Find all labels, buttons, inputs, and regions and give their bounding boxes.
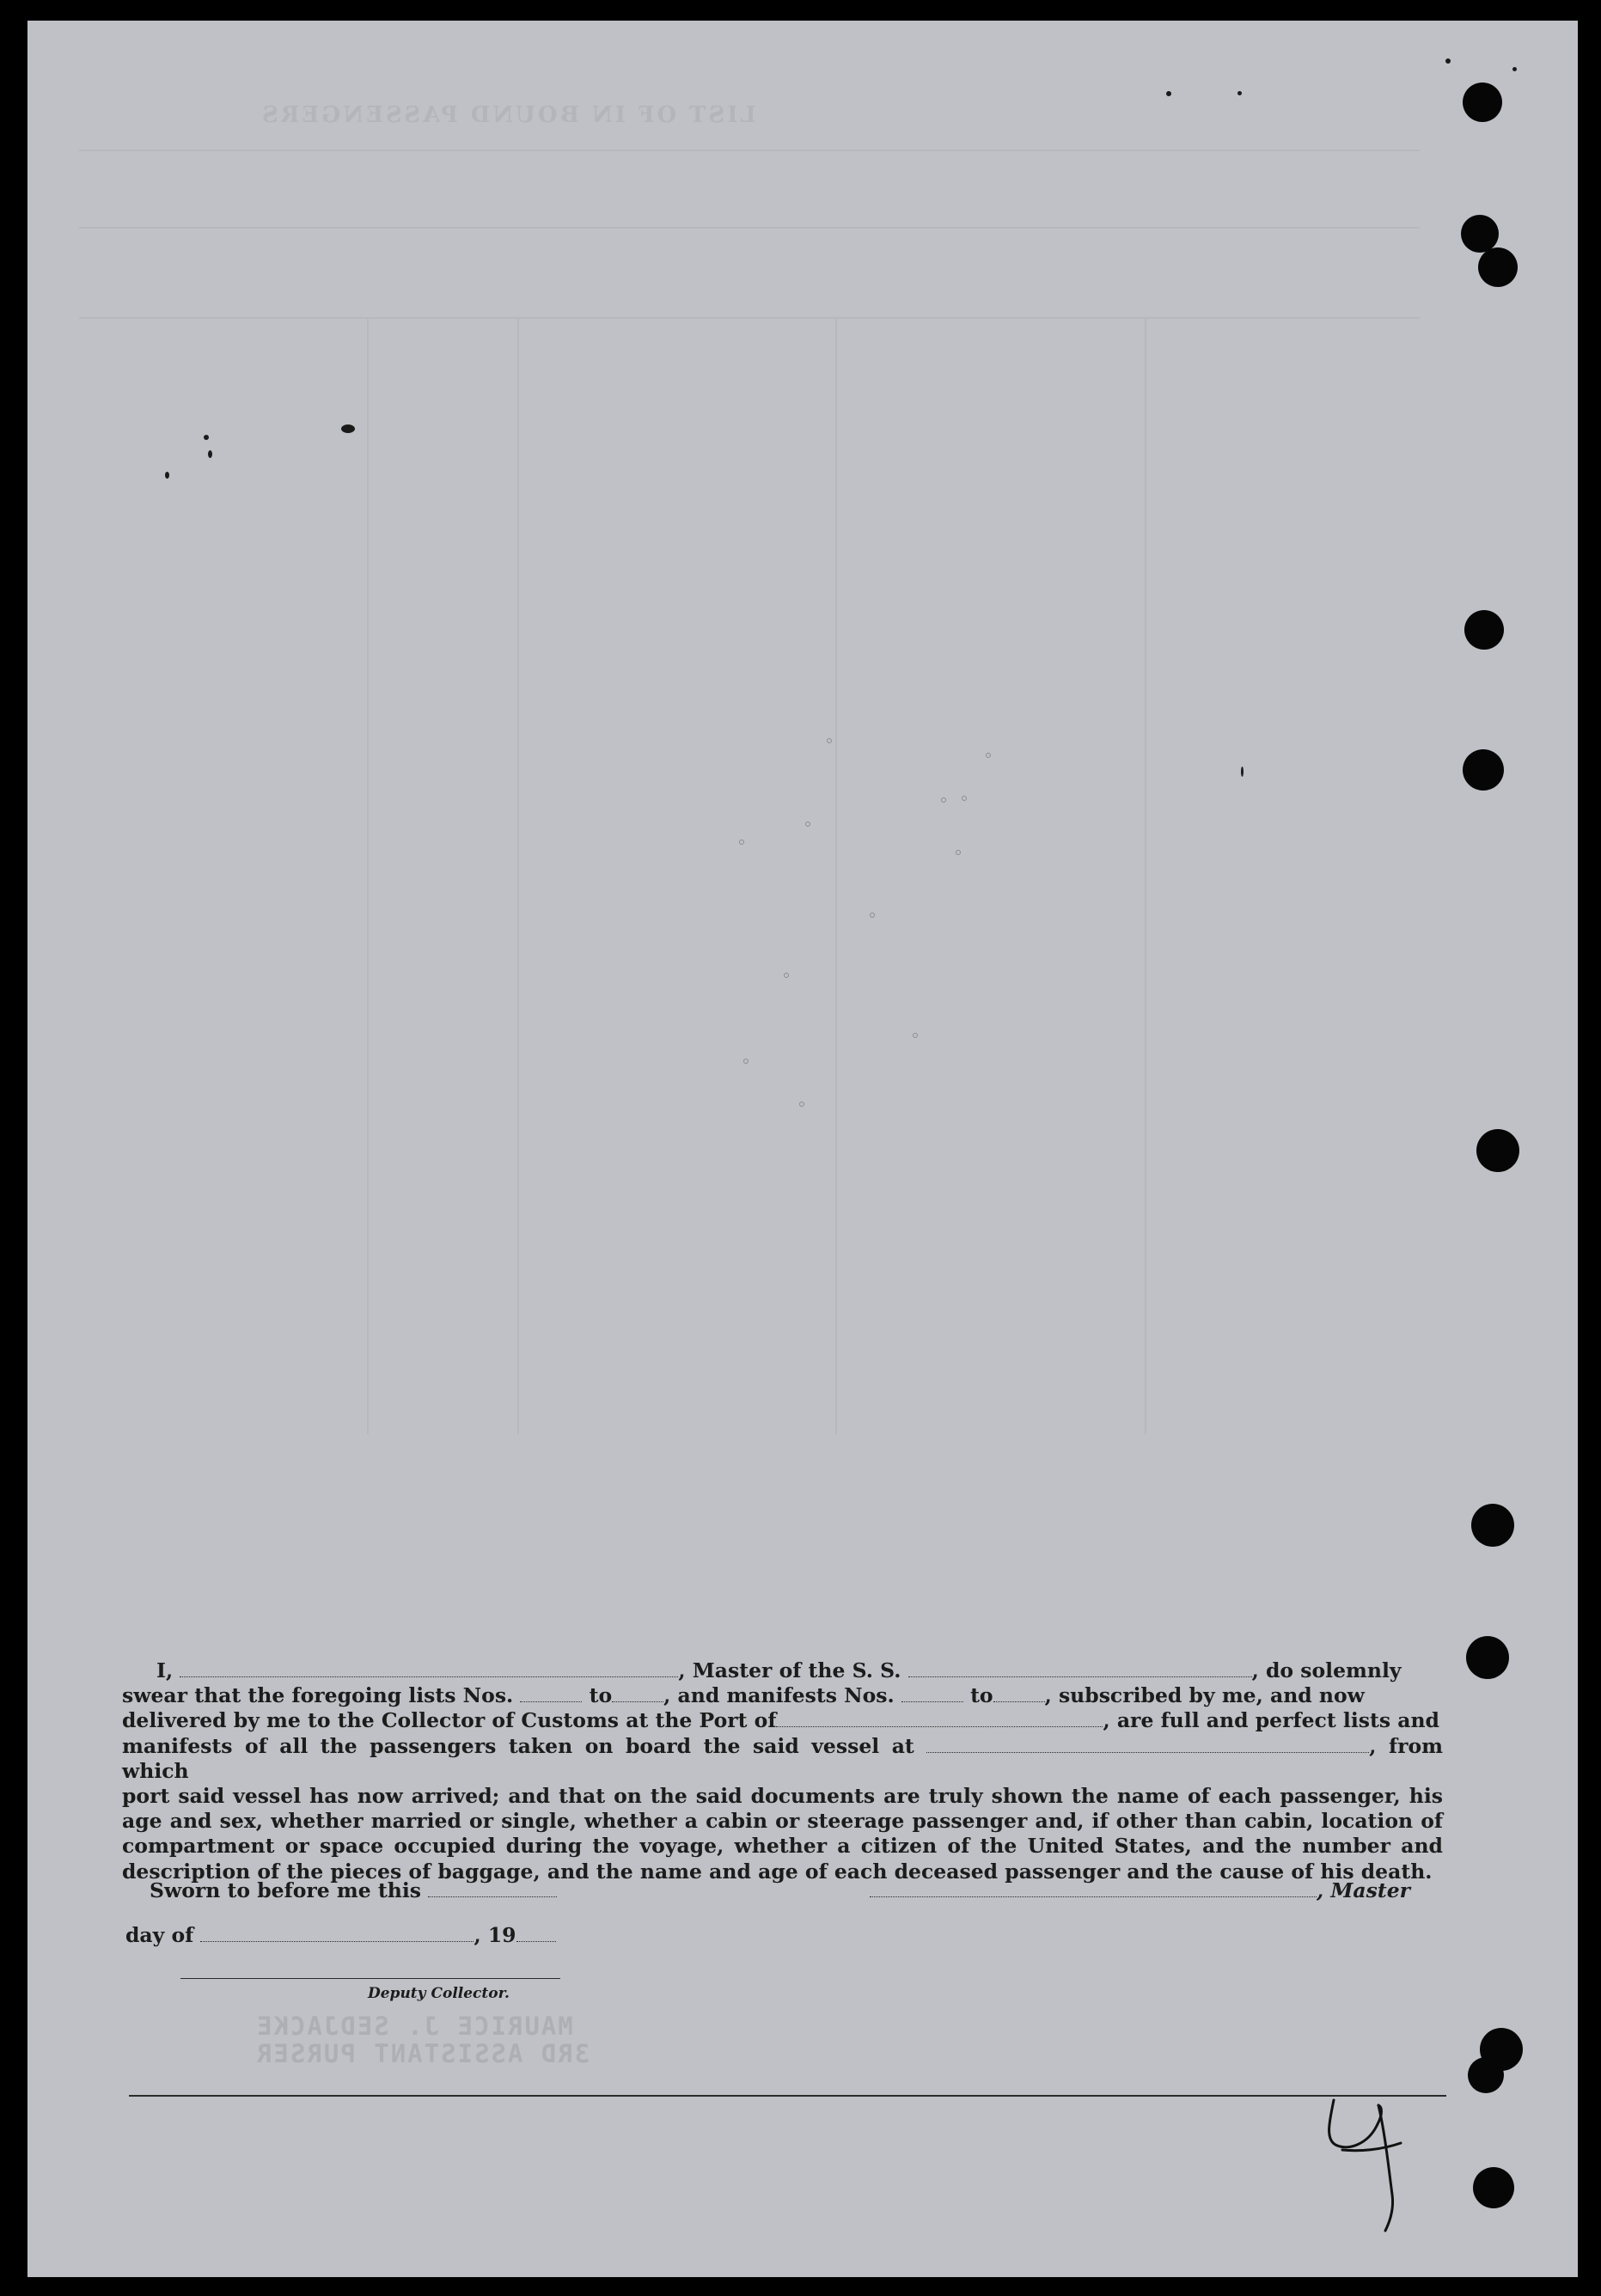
master-signature-label: , Master	[1317, 1878, 1411, 1902]
oath-line-3	[122, 1708, 1443, 1733]
list-from-blank[interactable]	[520, 1688, 582, 1702]
paper-dot	[799, 1102, 804, 1107]
oath-delivered: delivered by me to the Collector of Customs at the Port of	[122, 1708, 777, 1733]
oath-to-2: to	[970, 1683, 993, 1708]
oath-line-2	[122, 1683, 1443, 1708]
handwritten-page-number	[1299, 2066, 1437, 2238]
punch-hole	[1476, 1129, 1519, 1172]
punch-hole	[1463, 82, 1502, 122]
paper-dot	[986, 753, 991, 758]
punch-hole	[1464, 610, 1504, 650]
master-name-blank[interactable]	[180, 1663, 678, 1677]
ink-speck	[1241, 766, 1244, 777]
sworn-row	[150, 1878, 557, 1902]
master-oath	[122, 1658, 1443, 1884]
reverse-side-column	[1145, 317, 1146, 1434]
punch-hole	[1461, 215, 1499, 253]
embark-port-blank[interactable]	[926, 1738, 1369, 1753]
punch-hole	[1473, 2167, 1514, 2208]
punch-hole	[1468, 2057, 1504, 2093]
ink-speck	[165, 472, 169, 479]
day-of-row	[125, 1923, 556, 1947]
punch-hole	[1466, 1636, 1509, 1679]
day-of-blank[interactable]	[200, 1927, 474, 1942]
oath-line-4	[122, 1734, 1443, 1784]
paper-dot	[941, 797, 946, 803]
reverse-side-rule	[79, 150, 1420, 151]
ink-speck	[1512, 67, 1517, 71]
sworn-label: Sworn to before me this	[150, 1878, 422, 1902]
reverse-side-column	[835, 317, 837, 1434]
ink-speck	[1166, 91, 1171, 96]
sworn-date-blank[interactable]	[428, 1883, 557, 1897]
reverse-stamp-line-2: 3RD ASSISTANT PURSER	[255, 2039, 590, 2068]
paper-dot	[870, 913, 875, 918]
paper-dot	[827, 738, 832, 743]
oath-to-1: to	[589, 1683, 613, 1708]
ink-speck	[1445, 58, 1451, 64]
paper-dot	[743, 1059, 749, 1064]
day-of-label: day of	[125, 1923, 194, 1947]
year-label: , 19	[474, 1923, 516, 1947]
punch-hole	[1471, 1504, 1514, 1547]
ship-name-blank[interactable]	[908, 1663, 1252, 1677]
master-signature-row	[870, 1878, 1410, 1902]
punch-hole	[1463, 749, 1504, 791]
punch-hole	[1478, 247, 1518, 287]
oath-rest: port said vessel has now arrived; and that on the said documents are truly shown the name of each passenger, his age and sex, whether married or single, whether a cabin or steerage passenger and, if other than cabin, location of compartment or space occupied during the voyage, whether a citizen of the United States, and the number and description of the pieces of baggage, and the name and age of each deceased passenger and the cause of his death.	[122, 1784, 1443, 1884]
paper-dot	[962, 796, 967, 801]
paper-dot	[805, 821, 810, 827]
list-to-blank[interactable]	[612, 1688, 663, 1702]
oath-master-of: , Master of the S. S.	[678, 1658, 901, 1682]
port-blank[interactable]	[776, 1713, 1103, 1727]
oath-are-full: , are full and perfect lists and	[1103, 1708, 1439, 1733]
oath-paragraph	[122, 1658, 1443, 1683]
manifest-to-blank[interactable]	[993, 1688, 1045, 1702]
deputy-signature-line[interactable]	[180, 1978, 560, 1979]
reverse-side-column	[367, 317, 369, 1434]
year-blank[interactable]	[516, 1927, 556, 1942]
ink-speck	[1237, 91, 1242, 95]
reverse-side-column	[517, 317, 519, 1434]
ink-speck	[341, 424, 355, 433]
oath-from-which: , from which	[122, 1733, 1443, 1783]
manifest-from-blank[interactable]	[901, 1688, 963, 1702]
oath-and-manifests: , and manifests Nos.	[663, 1683, 895, 1708]
ink-speck	[204, 435, 209, 440]
oath-swear: swear that the foregoing lists Nos.	[122, 1683, 514, 1708]
deputy-collector-label: Deputy Collector.	[368, 1985, 510, 2002]
paper-dot	[739, 840, 744, 845]
oath-subscribed: , subscribed by me, and now	[1044, 1683, 1365, 1708]
oath-manifests-all: manifests of all the passengers taken on board the said vessel at	[122, 1733, 914, 1758]
master-signature-blank[interactable]	[870, 1883, 1317, 1897]
paper-dot	[913, 1033, 918, 1038]
oath-do-solemnly: , do solemnly	[1251, 1658, 1402, 1682]
ink-speck	[208, 450, 212, 458]
paper-dot	[784, 973, 789, 978]
oath-i: I,	[156, 1658, 174, 1682]
reverse-stamp-line-1: MAURICE J. SEDJACKE	[255, 2012, 573, 2041]
document-page	[27, 21, 1578, 2277]
paper-dot	[956, 850, 961, 855]
reverse-side-title: LIST OF IN BOUND PASSENGERS	[260, 102, 756, 128]
bottom-rule	[129, 2095, 1446, 2097]
reverse-side-rule	[79, 317, 1420, 319]
reverse-side-rule	[79, 227, 1420, 229]
